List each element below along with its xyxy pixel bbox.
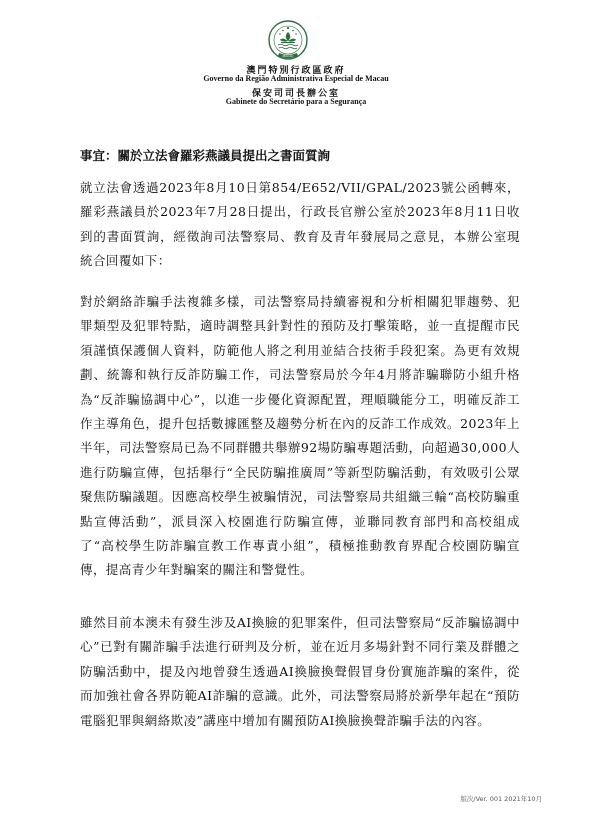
- paragraph-fraud-prevention: 對於網絡詐騙手法複雜多樣，司法警察局持續審視和分析相關犯罪趨勢、犯罪類型及犯罪特點，適時調整具針對性的預防及打擊策略，並一直提醒市民須謹慎保護個人資料，防範他人將之利用並結合技術手段犯案。為更有效規劃、統籌和執行反詐防騙工作，司法警察局於今年4月將詐騙聯防小組升格為“反詐騙協調中心”，以進一步優化資源配置，理順職能分工，明確反詐工作主導角色，提升包括數據匯整及趨勢分析在內的反詐工作成效。2023年上半年，司法警察局已為不同群體共舉辦92場防騙專題活動，向超過30,000人進行防騙宣傳，包括舉行“全民防騙推廣周”等新型防騙活動，有效吸引公眾聚焦防騙議題。因應高校學生被騙情況，司法警察局共組織三輪“高校防騙重點宣傳活動”，派員深入校園進行防騙宣傳，並聯同教育部門和高校組成了“高校學生防詐騙宣教工作專責小組”，積極推動教育界配合校園防騙宣傳，提高青少年對騙案的關注和警覺性。: [80, 294, 520, 578]
- paragraph-ai-fraud: 雖然目前本澳未有發生涉及AI換臉的犯罪案件，但司法警察局“反詐騙協調中心”已對有關詐騙手法進行研判及分析，並在近月多場針對不同行業及群體之防騙活動中，提及內地曾發生透過AI換臉換聲假冒身份實施詐騙的案件，從而加強社會各界防範AI詐騙的意識。此外，司法警察局將於新學年起在“預防電腦犯罪與網絡欺凌”講座中增加有關預防AI換臉換聲詐騙手法的內容。: [80, 615, 520, 728]
- version-footer: 版次/Ver. 001 2021年10月: [460, 795, 542, 803]
- government-name-portuguese: Governo da Região Administrativa Especial de Macau: [203, 74, 389, 83]
- office-name-portuguese: Gabinete do Secretário para a Segurança: [225, 97, 367, 106]
- letter-subject: 事宜：關於立法會羅彩燕議員提出之書面質詢: [80, 148, 331, 163]
- paragraph-intro: 就立法會透過2023年8月10日第854/E652/VII/GPAL/2023號公函轉來，羅彩燕議員於2023年7月28日提出，行政長官辦公室於2023年8月11日收到的書面質詢，經徵詢司法警察局、教育及青年發展局之意見，本辦公室現統合回覆如下：: [80, 180, 520, 269]
- macau-emblem-icon: [268, 20, 308, 60]
- emblem-text: MACAU: [282, 53, 294, 58]
- office-name-chinese: 保安司司長辦公室: [251, 89, 340, 99]
- government-name-chinese: 澳門特別行政區政府: [246, 66, 346, 76]
